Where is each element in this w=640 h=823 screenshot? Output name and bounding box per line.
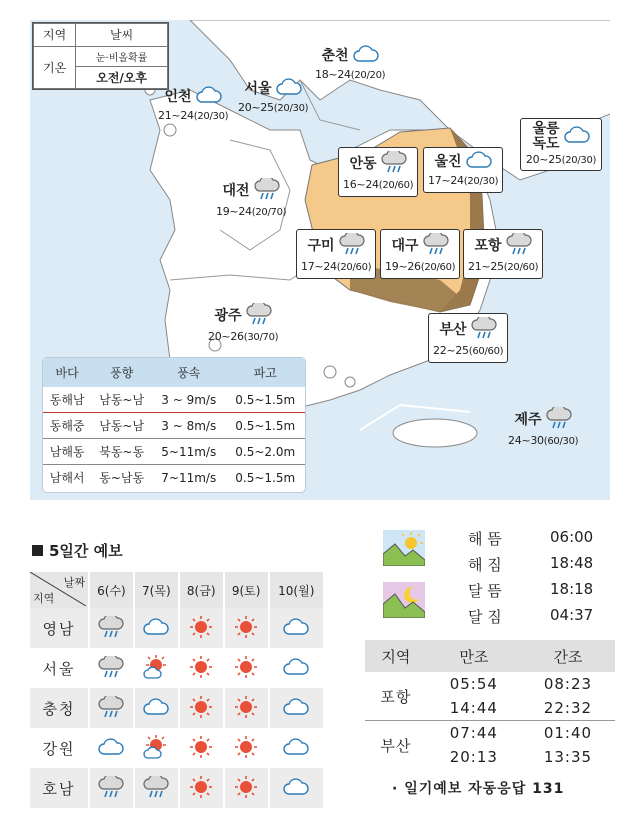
city-temp: 20~26 [208,330,244,344]
cloud-icon [283,665,309,679]
sun-icon [234,668,258,682]
sun-icon [189,748,213,762]
high-tide-time: 05:54 [449,675,498,693]
city-name: 광주 [214,308,242,325]
forecast-cell [89,768,134,808]
city-prob: (20/60) [378,180,414,192]
table-row [365,672,615,696]
forecast-title [32,540,123,561]
cell: 남해동 [43,439,91,465]
rain-cloud-icon [98,707,124,721]
tide-region: 포항 [380,687,412,706]
rain-cloud-icon [98,667,124,681]
cell: 0.5~1.5m [235,470,296,485]
day-header: 6(수) [89,572,134,608]
cell: 3 ~ 8m/s [152,413,225,439]
city-prob: (20/30) [463,176,499,188]
forecast-row [30,608,324,648]
day-header: 10(월) [269,572,324,608]
city-temp: 16~24 [343,178,379,192]
city-gumi [296,229,376,279]
forecast-cell [89,688,134,728]
city-prob: (20/20) [350,70,386,82]
rain-cloud-icon [98,627,124,641]
moonrise-label: 달 뜸 [468,582,502,600]
high-tide-header: 만조 [427,640,521,672]
city-temp: 19~26 [385,260,421,274]
day-header: 8(금) [179,572,224,608]
city-name: 부산 [439,322,467,339]
moonset-time: 04:37 [550,606,594,624]
legend-am-pm-label: 오전/오후 [76,66,168,89]
sunset-label: 해 짐 [468,556,502,574]
forecast-cell [89,608,134,648]
rain-cloud-icon [254,178,280,205]
wave-header: 파고 [225,358,305,387]
cell: 7~11m/s [161,470,217,485]
forecast-row [30,728,324,768]
cell: 남동~남 [91,387,152,413]
forecast-region: 영남 [30,608,89,648]
city-prob: (30/70) [243,332,279,344]
forecast-cell [134,608,179,648]
cloud-icon [143,625,169,639]
region-label: 지역 [33,592,55,605]
table-row [43,465,305,491]
cloud-icon [283,705,309,719]
rain-cloud-icon [546,407,572,434]
forecast-cell [224,688,269,728]
city-name: 울릉 독도 [532,121,560,153]
rain-cloud-icon [423,233,449,260]
cloud-icon [283,745,309,759]
cloud-icon [353,45,379,68]
city-name: 포항 [474,238,502,255]
table-row [43,413,305,439]
city-prob: (20/60) [503,262,539,274]
forecast-cell [269,728,324,768]
sun-cloud-icon [143,749,169,763]
city-prob: (60/30) [543,436,579,448]
forecast-region: 충청 [30,688,89,728]
moonrise-icon [383,582,425,622]
cell: 남동~남 [91,413,152,439]
city-prob: (20/70) [251,207,287,219]
sun-icon [234,788,258,802]
city-andong [338,147,418,197]
city-temp: 24~30 [508,434,544,448]
city-temp: 20~25 [238,101,274,115]
forecast-cell [179,728,224,768]
legend-temp-label: 기온 [34,46,76,89]
table-row [43,387,305,413]
table-row [365,721,615,746]
city-ulleung-dokdo [520,118,602,171]
cell: 동해남 [43,387,91,413]
low-tide-time: 08:23 [543,675,593,693]
tide-region-header: 지역 [365,640,427,672]
sunrise-time: 06:00 [550,528,594,546]
rain-cloud-icon [98,787,124,801]
moonset-label: 달 짐 [468,608,502,626]
city-temp: 20~25 [525,152,562,166]
city-name: 울진 [434,154,462,171]
city-prob: (20/30) [273,103,309,115]
rain-cloud-icon [246,303,272,330]
city-gwangju [208,303,278,345]
forecast-cell [134,688,179,728]
city-name: 제주 [514,412,542,429]
sunrise-icon [383,530,425,570]
forecast-cell [179,688,224,728]
forecast-cell [224,608,269,648]
high-tide-time: 14:44 [449,699,498,717]
city-temp: 17~24 [428,174,464,188]
city-name: 인천 [164,89,192,106]
cloud-icon [564,126,590,149]
cloud-icon [283,625,309,639]
five-day-forecast-table [30,572,325,808]
high-tide-time: 20:13 [449,748,498,766]
legend-weather-label: 날씨 [76,24,168,47]
low-tide-time: 01:40 [521,721,615,746]
forecast-cell [224,648,269,688]
forecast-region: 강원 [30,728,89,768]
sun-icon [234,708,258,722]
table-row [43,439,305,465]
sea-header: 바다 [43,358,91,387]
sun-icon [189,788,213,802]
square-bullet-icon [32,545,43,556]
sun-icon [234,628,258,642]
city-temp: 18~24 [315,68,351,82]
forecast-cell [269,768,324,808]
low-tide-header: 간조 [521,640,615,672]
day-header: 7(목) [134,572,179,608]
cloud-icon [143,705,169,719]
sun-cloud-icon [143,669,169,683]
corner-header [30,572,89,608]
cell: 남해서 [49,471,85,485]
city-prob: (20/30) [561,154,597,166]
forecast-region: 서울 [30,648,89,688]
low-tide-time: 22:32 [543,699,593,717]
forecast-cell [269,648,324,688]
cloud-icon [196,86,222,109]
forecast-cell [134,648,179,688]
city-name: 대전 [222,183,250,200]
city-name: 춘천 [321,48,349,65]
map-legend [32,22,169,90]
city-daegu [380,229,460,279]
rain-cloud-icon [471,317,497,344]
city-daejeon [216,178,286,220]
forecast-cell [134,728,179,768]
rain-cloud-icon [381,151,407,178]
sea-conditions-table [43,358,305,492]
cloud-icon [283,785,309,799]
sunrise-label: 해 뜸 [468,530,502,548]
city-temp: 22~25 [433,344,469,358]
cloud-icon [276,78,302,101]
cell: 동해중 [43,413,91,439]
city-temp: 19~24 [216,205,252,219]
forecast-cell [224,768,269,808]
sun-icon [189,628,213,642]
forecast-cell [134,768,179,808]
date-label: 날짜 [63,576,85,589]
low-tide-time: 13:35 [543,748,593,766]
rain-cloud-icon [339,233,365,260]
city-seoul [238,78,308,116]
city-prob: (60/60) [468,346,504,358]
high-tide-time: 07:44 [427,721,521,746]
cell: 0.5~1.5m [225,387,305,413]
cell: 동~남동 [99,471,145,485]
forecast-cell [179,648,224,688]
wind-speed-header: 풍속 [152,358,225,387]
city-prob: (20/30) [193,111,229,123]
forecast-row [30,648,324,688]
forecast-cell [89,648,134,688]
city-pohang [463,229,543,279]
city-jeju [508,407,578,449]
forecast-cell [179,608,224,648]
legend-region-label: 지역 [34,24,76,47]
cell: 3 ~ 9m/s [152,387,225,413]
city-incheon [158,86,228,124]
sun-icon [234,748,258,762]
city-chuncheon [315,45,385,83]
sun-icon [189,708,213,722]
forecast-row [30,768,324,808]
wind-dir-header: 풍향 [91,358,152,387]
city-name: 서울 [244,81,272,98]
tide-table [365,640,615,769]
phone-service-note: · 일기예보 자동응답 131 [392,781,565,797]
cell: 5~11m/s [152,439,225,465]
cloud-icon [466,151,492,174]
city-name: 구미 [307,238,335,255]
forecast-title-text: 5일간 예보 [49,542,123,560]
forecast-cell [89,728,134,768]
city-uljin [423,147,503,193]
moonrise-time: 18:18 [550,580,594,598]
forecast-cell [179,768,224,808]
cell: 0.5~2.0m [225,439,305,465]
tide-region: 부산 [365,721,427,770]
sun-icon [189,668,213,682]
city-prob: (20/60) [420,262,456,274]
rain-cloud-icon [506,233,532,260]
legend-rain-prob-label: 눈·비올확률 [76,46,168,66]
city-temp: 21~24 [158,109,194,123]
forecast-cell [269,608,324,648]
cloud-icon [98,745,124,759]
city-busan [428,313,508,363]
city-name: 대구 [391,238,419,255]
city-prob: (20/60) [336,262,372,274]
city-temp: 17~24 [301,260,337,274]
city-name: 안동 [349,156,377,173]
day-header: 9(토) [224,572,269,608]
rain-cloud-icon [143,787,169,801]
forecast-row [30,688,324,728]
city-temp: 21~25 [468,260,504,274]
forecast-cell [269,688,324,728]
forecast-region: 호남 [30,768,89,808]
forecast-cell [224,728,269,768]
sunset-time: 18:48 [550,554,594,572]
cell: 북동~동 [91,439,152,465]
cell: 0.5~1.5m [225,413,305,439]
